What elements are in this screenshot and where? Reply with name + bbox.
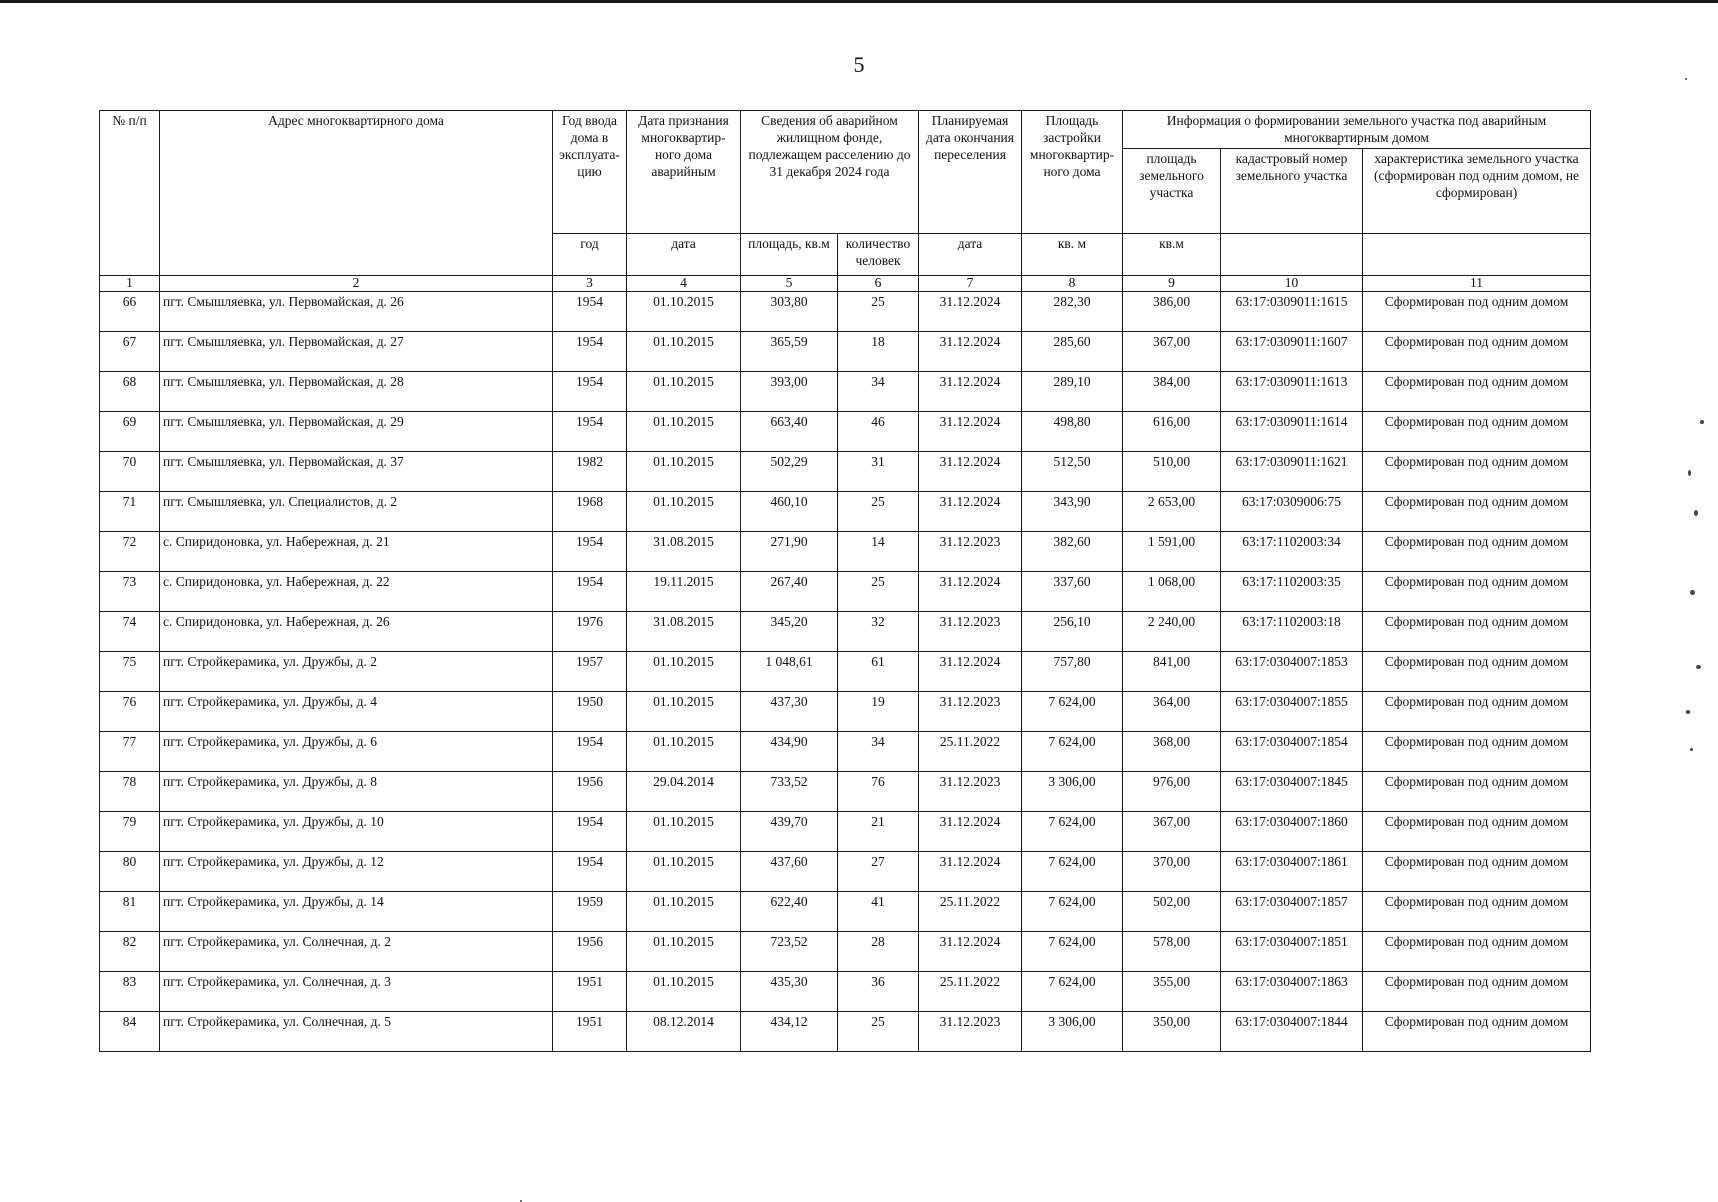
cell-land-area: 502,00: [1123, 892, 1221, 932]
cell-planned-date: 31.12.2024: [919, 492, 1022, 532]
cell-built-area: 7 624,00: [1022, 812, 1123, 852]
cell-land-status: Сформирован под одним домом: [1363, 532, 1591, 572]
cell-row-number: 72: [100, 532, 160, 572]
header-built-area: Площадь застройки многоквартир-ного дома: [1022, 111, 1123, 234]
cell-built-area: 3 306,00: [1022, 772, 1123, 812]
cell-built-area: 256,10: [1022, 612, 1123, 652]
cell-year-built: 1954: [553, 532, 627, 572]
scan-speck: [1696, 665, 1701, 669]
cell-land-area: 384,00: [1123, 372, 1221, 412]
cell-land-area: 510,00: [1123, 452, 1221, 492]
cell-year-built: 1959: [553, 892, 627, 932]
cell-people-count: 25: [838, 1012, 919, 1052]
cell-address: пгт. Стройкерамика, ул. Солнечная, д. 2: [160, 932, 553, 972]
table-row: [100, 1012, 1591, 1052]
cell-land-status: Сформирован под одним домом: [1363, 892, 1591, 932]
cell-people-count: 36: [838, 972, 919, 1012]
cell-area: 439,70: [741, 812, 838, 852]
scan-speck: [1700, 420, 1704, 424]
cell-land-status: Сформирован под одним домом: [1363, 292, 1591, 332]
cell-planned-date: 31.12.2023: [919, 1012, 1022, 1052]
cell-year-built: 1950: [553, 692, 627, 732]
cell-land-status: Сформирован под одним домом: [1363, 612, 1591, 652]
cell-area: 723,52: [741, 932, 838, 972]
cell-built-area: 289,10: [1022, 372, 1123, 412]
cell-land-area: 386,00: [1123, 292, 1221, 332]
cell-recognition-date: 01.10.2015: [627, 732, 741, 772]
cell-cadastral-number: 63:17:1102003:34: [1221, 532, 1363, 572]
cell-address: пгт. Смышляевка, ул. Первомайская, д. 26: [160, 292, 553, 332]
table-row: [100, 612, 1591, 652]
cell-recognition-date: 01.10.2015: [627, 492, 741, 532]
cell-built-area: 7 624,00: [1022, 852, 1123, 892]
cell-year-built: 1954: [553, 332, 627, 372]
cell-row-number: 80: [100, 852, 160, 892]
cell-land-status: Сформирован под одним домом: [1363, 772, 1591, 812]
cell-land-status: Сформирован под одним домом: [1363, 412, 1591, 452]
cell-cadastral-number: 63:17:0304007:1863: [1221, 972, 1363, 1012]
header-address: Адрес многоквартирного дома: [160, 111, 553, 276]
cell-row-number: 66: [100, 292, 160, 332]
cell-land-status: Сформирован под одним домом: [1363, 572, 1591, 612]
cell-people-count: 34: [838, 372, 919, 412]
cell-land-area: 616,00: [1123, 412, 1221, 452]
cell-land-status: Сформирован под одним домом: [1363, 332, 1591, 372]
cell-planned-date: 31.12.2024: [919, 452, 1022, 492]
cell-land-area: 578,00: [1123, 932, 1221, 972]
cell-recognition-date: 19.11.2015: [627, 572, 741, 612]
cell-planned-date: 31.12.2024: [919, 372, 1022, 412]
cell-address: пгт. Стройкерамика, ул. Дружбы, д. 14: [160, 892, 553, 932]
cell-address: пгт. Стройкерамика, ул. Солнечная, д. 5: [160, 1012, 553, 1052]
column-number: 7: [919, 276, 1022, 292]
cell-cadastral-number: 63:17:0304007:1845: [1221, 772, 1363, 812]
table-row: [100, 892, 1591, 932]
cell-area: 435,30: [741, 972, 838, 1012]
header-emergency-fund: Сведения об аварийном жилищном фонде, подлежащем расселению до 31 декабря 2024 года: [741, 111, 919, 234]
cell-land-status: Сформирован под одним домом: [1363, 932, 1591, 972]
column-number: 11: [1363, 276, 1591, 292]
cell-planned-date: 31.12.2023: [919, 772, 1022, 812]
cell-planned-date: 31.12.2024: [919, 932, 1022, 972]
cell-row-number: 73: [100, 572, 160, 612]
table-row: [100, 332, 1591, 372]
table-body: [100, 292, 1591, 1052]
column-number: 3: [553, 276, 627, 292]
cell-recognition-date: 01.10.2015: [627, 972, 741, 1012]
cell-row-number: 78: [100, 772, 160, 812]
page-number: 5: [853, 52, 865, 77]
cell-address: с. Спиридоновка, ул. Набережная, д. 22: [160, 572, 553, 612]
cell-cadastral-number: 63:17:0304007:1861: [1221, 852, 1363, 892]
scan-top-edge: [0, 0, 1718, 3]
cell-area: 303,80: [741, 292, 838, 332]
cell-address: пгт. Смышляевка, ул. Первомайская, д. 27: [160, 332, 553, 372]
cell-year-built: 1954: [553, 732, 627, 772]
cell-people-count: 61: [838, 652, 919, 692]
cell-people-count: 28: [838, 932, 919, 972]
cell-cadastral-number: 63:17:1102003:35: [1221, 572, 1363, 612]
column-number: 5: [741, 276, 838, 292]
cell-built-area: 7 624,00: [1022, 892, 1123, 932]
cell-land-area: 364,00: [1123, 692, 1221, 732]
cell-address: пгт. Смышляевка, ул. Первомайская, д. 29: [160, 412, 553, 452]
cell-address: пгт. Смышляевка, ул. Первомайская, д. 37: [160, 452, 553, 492]
cell-land-status: Сформирован под одним домом: [1363, 852, 1591, 892]
cell-recognition-date: 01.10.2015: [627, 692, 741, 732]
cell-area: 437,30: [741, 692, 838, 732]
cell-year-built: 1956: [553, 772, 627, 812]
cell-planned-date: 31.12.2024: [919, 572, 1022, 612]
cell-cadastral-number: 63:17:1102003:18: [1221, 612, 1363, 652]
unit-area: площадь, кв.м: [741, 234, 838, 276]
cell-address: пгт. Стройкерамика, ул. Солнечная, д. 3: [160, 972, 553, 1012]
table-header: [100, 111, 1591, 292]
cell-area: 1 048,61: [741, 652, 838, 692]
unit-land-char-empty: [1363, 234, 1591, 276]
table-row: [100, 852, 1591, 892]
cell-land-area: 355,00: [1123, 972, 1221, 1012]
cell-land-area: 1 068,00: [1123, 572, 1221, 612]
cell-area: 502,29: [741, 452, 838, 492]
cell-land-status: Сформирован под одним домом: [1363, 972, 1591, 1012]
cell-year-built: 1951: [553, 1012, 627, 1052]
cell-year-built: 1954: [553, 372, 627, 412]
cell-people-count: 41: [838, 892, 919, 932]
column-number: 8: [1022, 276, 1123, 292]
cell-row-number: 76: [100, 692, 160, 732]
cell-land-area: 2 653,00: [1123, 492, 1221, 532]
unit-cadastral-empty: [1221, 234, 1363, 276]
cell-people-count: 25: [838, 292, 919, 332]
scan-speck: [1686, 710, 1690, 714]
cell-built-area: 7 624,00: [1022, 932, 1123, 972]
scan-speck: [1688, 470, 1691, 476]
table-row: [100, 532, 1591, 572]
cell-people-count: 27: [838, 852, 919, 892]
cell-address: с. Спиридоновка, ул. Набережная, д. 21: [160, 532, 553, 572]
cell-planned-date: 25.11.2022: [919, 892, 1022, 932]
cell-recognition-date: 01.10.2015: [627, 892, 741, 932]
cell-row-number: 69: [100, 412, 160, 452]
cell-planned-date: 31.12.2024: [919, 652, 1022, 692]
cell-land-status: Сформирован под одним домом: [1363, 652, 1591, 692]
table-row: [100, 772, 1591, 812]
cell-land-area: 1 591,00: [1123, 532, 1221, 572]
header-land-area: площадь земельного участка: [1123, 149, 1221, 233]
cell-area: 271,90: [741, 532, 838, 572]
table-row: [100, 452, 1591, 492]
column-number: 2: [160, 276, 553, 292]
unit-year: год: [553, 234, 627, 276]
cell-land-area: 976,00: [1123, 772, 1221, 812]
cell-cadastral-number: 63:17:0304007:1853: [1221, 652, 1363, 692]
cell-area: 345,20: [741, 612, 838, 652]
cell-built-area: 285,60: [1022, 332, 1123, 372]
cell-row-number: 81: [100, 892, 160, 932]
cell-built-area: 343,90: [1022, 492, 1123, 532]
cell-recognition-date: 31.08.2015: [627, 532, 741, 572]
cell-planned-date: 31.12.2024: [919, 412, 1022, 452]
cell-recognition-date: 01.10.2015: [627, 412, 741, 452]
cell-recognition-date: 29.04.2014: [627, 772, 741, 812]
cell-land-area: 367,00: [1123, 332, 1221, 372]
cell-planned-date: 31.12.2023: [919, 692, 1022, 732]
column-number: 1: [100, 276, 160, 292]
cell-people-count: 32: [838, 612, 919, 652]
cell-land-status: Сформирован под одним домом: [1363, 732, 1591, 772]
cell-built-area: 3 306,00: [1022, 1012, 1123, 1052]
cell-row-number: 83: [100, 972, 160, 1012]
scan-speck: [1690, 748, 1693, 751]
cell-land-area: 370,00: [1123, 852, 1221, 892]
cell-area: 437,60: [741, 852, 838, 892]
column-number: 4: [627, 276, 741, 292]
cell-row-number: 82: [100, 932, 160, 972]
cell-year-built: 1968: [553, 492, 627, 532]
cell-planned-date: 25.11.2022: [919, 972, 1022, 1012]
table-row: [100, 412, 1591, 452]
column-number: 10: [1221, 276, 1363, 292]
cell-built-area: 282,30: [1022, 292, 1123, 332]
cell-row-number: 68: [100, 372, 160, 412]
table-row: [100, 732, 1591, 772]
unit-built-area: кв. м: [1022, 234, 1123, 276]
cell-address: пгт. Смышляевка, ул. Первомайская, д. 28: [160, 372, 553, 412]
cell-people-count: 46: [838, 412, 919, 452]
cell-year-built: 1976: [553, 612, 627, 652]
cell-area: 663,40: [741, 412, 838, 452]
cell-area: 267,40: [741, 572, 838, 612]
cell-address: пгт. Стройкерамика, ул. Дружбы, д. 10: [160, 812, 553, 852]
table-row: [100, 492, 1591, 532]
cell-recognition-date: 01.10.2015: [627, 372, 741, 412]
cell-address: пгт. Стройкерамика, ул. Дружбы, д. 12: [160, 852, 553, 892]
table-row: [100, 972, 1591, 1012]
unit-land-area: кв.м: [1123, 234, 1221, 276]
table-row: [100, 372, 1591, 412]
header-land-char: характеристика земельного участка (сформирован под одним домом, не сформирован): [1373, 151, 1580, 200]
cell-cadastral-number: 63:17:0304007:1855: [1221, 692, 1363, 732]
cell-area: 393,00: [741, 372, 838, 412]
cell-people-count: 25: [838, 492, 919, 532]
cell-year-built: 1957: [553, 652, 627, 692]
cell-planned-date: 31.12.2024: [919, 292, 1022, 332]
cell-address: пгт. Смышляевка, ул. Специалистов, д. 2: [160, 492, 553, 532]
cell-cadastral-number: 63:17:0304007:1857: [1221, 892, 1363, 932]
cell-built-area: 7 624,00: [1022, 692, 1123, 732]
cell-cadastral-number: 63:17:0304007:1860: [1221, 812, 1363, 852]
cell-cadastral-number: 63:17:0309011:1607: [1221, 332, 1363, 372]
header-recognition-date: Дата признания многоквартир-ного дома аварийным: [627, 111, 741, 234]
cell-land-status: Сформирован под одним домом: [1363, 452, 1591, 492]
cell-people-count: 19: [838, 692, 919, 732]
cell-cadastral-number: 63:17:0309011:1614: [1221, 412, 1363, 452]
cell-cadastral-number: 63:17:0309006:75: [1221, 492, 1363, 532]
cell-people-count: 18: [838, 332, 919, 372]
cell-year-built: 1956: [553, 932, 627, 972]
cell-built-area: 7 624,00: [1022, 972, 1123, 1012]
table-row: [100, 572, 1591, 612]
cell-land-area: 841,00: [1123, 652, 1221, 692]
column-number: 6: [838, 276, 919, 292]
cell-recognition-date: 01.10.2015: [627, 452, 741, 492]
cell-planned-date: 25.11.2022: [919, 732, 1022, 772]
cell-row-number: 84: [100, 1012, 160, 1052]
cell-land-status: Сформирован под одним домом: [1363, 492, 1591, 532]
cell-people-count: 21: [838, 812, 919, 852]
cell-row-number: 77: [100, 732, 160, 772]
cell-built-area: 337,60: [1022, 572, 1123, 612]
column-number: 9: [1123, 276, 1221, 292]
cell-year-built: 1954: [553, 572, 627, 612]
cell-people-count: 34: [838, 732, 919, 772]
cell-cadastral-number: 63:17:0304007:1851: [1221, 932, 1363, 972]
cell-people-count: 31: [838, 452, 919, 492]
cell-area: 434,90: [741, 732, 838, 772]
unit-people: количество человек: [838, 234, 919, 276]
cell-recognition-date: 31.08.2015: [627, 612, 741, 652]
header-planned-date: Планируемая дата окончания переселения: [919, 111, 1022, 234]
cell-built-area: 382,60: [1022, 532, 1123, 572]
cell-year-built: 1954: [553, 292, 627, 332]
cell-land-status: Сформирован под одним домом: [1363, 372, 1591, 412]
cell-built-area: 7 624,00: [1022, 732, 1123, 772]
cell-cadastral-number: 63:17:0309011:1615: [1221, 292, 1363, 332]
cell-row-number: 75: [100, 652, 160, 692]
cell-people-count: 76: [838, 772, 919, 812]
table-row: [100, 692, 1591, 732]
cell-year-built: 1954: [553, 412, 627, 452]
cell-area: 434,12: [741, 1012, 838, 1052]
cell-address: пгт. Стройкерамика, ул. Дружбы, д. 2: [160, 652, 553, 692]
cell-row-number: 67: [100, 332, 160, 372]
cell-planned-date: 31.12.2024: [919, 852, 1022, 892]
cell-row-number: 74: [100, 612, 160, 652]
table-row: [100, 292, 1591, 332]
header-num: № п/п: [100, 111, 160, 276]
cell-recognition-date: 01.10.2015: [627, 652, 741, 692]
scan-speck: [1694, 510, 1698, 516]
cell-cadastral-number: 63:17:0309011:1613: [1221, 372, 1363, 412]
cell-planned-date: 31.12.2024: [919, 332, 1022, 372]
cell-year-built: 1954: [553, 812, 627, 852]
cell-planned-date: 31.12.2023: [919, 612, 1022, 652]
cell-recognition-date: 01.10.2015: [627, 812, 741, 852]
cell-address: с. Спиридоновка, ул. Набережная, д. 26: [160, 612, 553, 652]
header-year: Год ввода дома в эксплуата-цию: [553, 111, 627, 234]
cell-land-area: 368,00: [1123, 732, 1221, 772]
scan-speck: [1690, 590, 1695, 595]
cell-area: 460,10: [741, 492, 838, 532]
header-land-info: [1123, 111, 1591, 234]
cell-recognition-date: 01.10.2015: [627, 332, 741, 372]
cell-land-status: Сформирован под одним домом: [1363, 692, 1591, 732]
unit-planned: дата: [919, 234, 1022, 276]
cell-cadastral-number: 63:17:0304007:1854: [1221, 732, 1363, 772]
cell-row-number: 70: [100, 452, 160, 492]
cell-row-number: 79: [100, 812, 160, 852]
table-row: [100, 932, 1591, 972]
cell-year-built: 1954: [553, 852, 627, 892]
table-row: [100, 812, 1591, 852]
cell-land-area: 2 240,00: [1123, 612, 1221, 652]
table-row: [100, 652, 1591, 692]
cell-land-status: Сформирован под одним домом: [1363, 812, 1591, 852]
cell-people-count: 14: [838, 532, 919, 572]
cell-built-area: 512,50: [1022, 452, 1123, 492]
cell-land-area: 350,00: [1123, 1012, 1221, 1052]
cell-planned-date: 31.12.2024: [919, 812, 1022, 852]
cell-planned-date: 31.12.2023: [919, 532, 1022, 572]
cell-cadastral-number: 63:17:0309011:1621: [1221, 452, 1363, 492]
cell-area: 733,52: [741, 772, 838, 812]
cell-area: 365,59: [741, 332, 838, 372]
cell-people-count: 25: [838, 572, 919, 612]
header-land-info-title: Информация о формировании земельного участка под аварийным многоквартирным домом: [1123, 111, 1590, 149]
cell-land-status: Сформирован под одним домом: [1363, 1012, 1591, 1052]
cell-address: пгт. Стройкерамика, ул. Дружбы, д. 6: [160, 732, 553, 772]
cell-recognition-date: 01.10.2015: [627, 932, 741, 972]
cell-recognition-date: 08.12.2014: [627, 1012, 741, 1052]
cell-recognition-date: 01.10.2015: [627, 852, 741, 892]
scan-speck: [1685, 78, 1687, 80]
cell-address: пгт. Стройкерамика, ул. Дружбы, д. 4: [160, 692, 553, 732]
emergency-housing-table: [99, 110, 1591, 1052]
cell-year-built: 1982: [553, 452, 627, 492]
cell-built-area: 757,80: [1022, 652, 1123, 692]
header-cadastral: кадастровый номер земельного участка: [1221, 149, 1363, 233]
cell-address: пгт. Стройкерамика, ул. Дружбы, д. 8: [160, 772, 553, 812]
cell-row-number: 71: [100, 492, 160, 532]
cell-area: 622,40: [741, 892, 838, 932]
cell-cadastral-number: 63:17:0304007:1844: [1221, 1012, 1363, 1052]
cell-recognition-date: 01.10.2015: [627, 292, 741, 332]
cell-land-area: 367,00: [1123, 812, 1221, 852]
unit-recognition: дата: [627, 234, 741, 276]
cell-year-built: 1951: [553, 972, 627, 1012]
cell-built-area: 498,80: [1022, 412, 1123, 452]
